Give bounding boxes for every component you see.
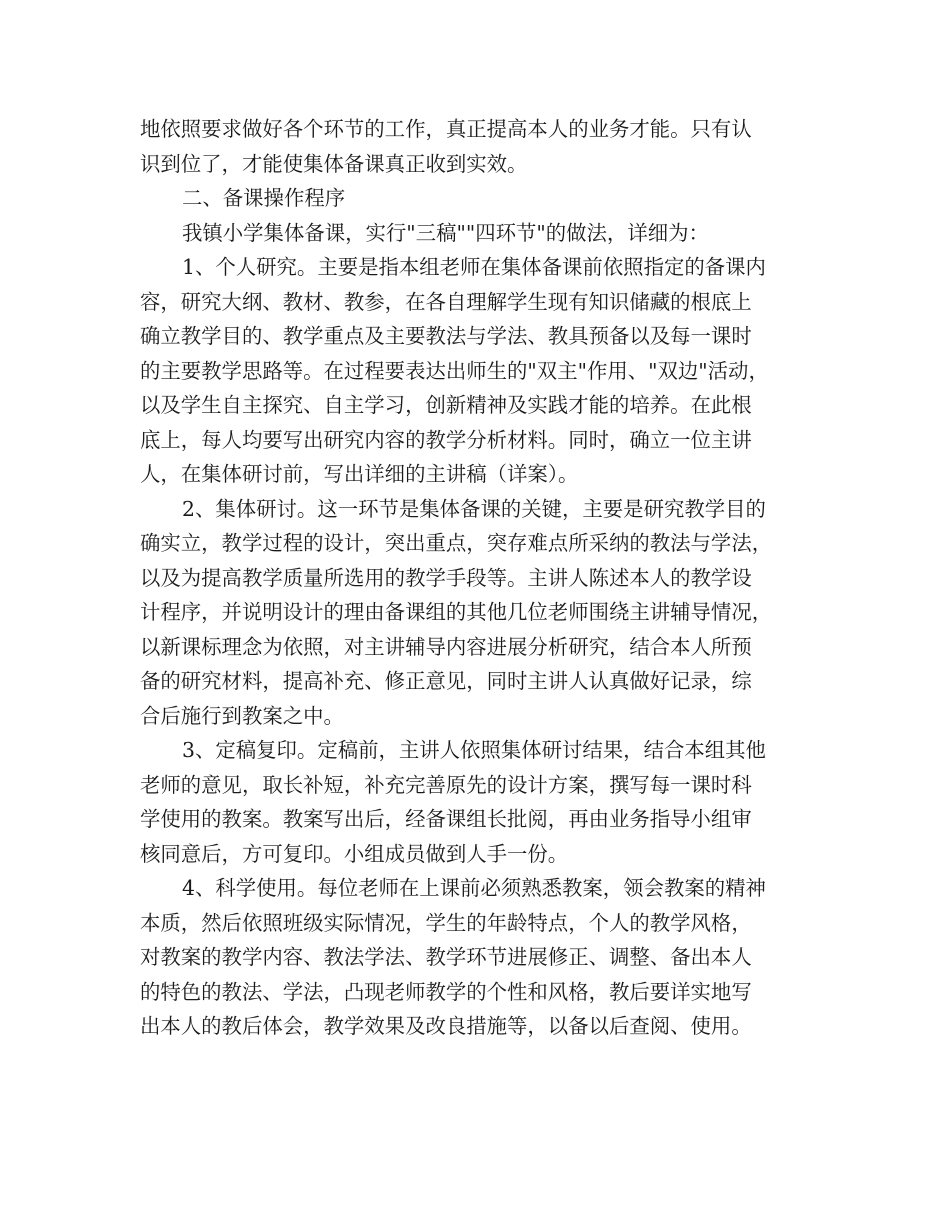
text-line: 地依照要求做好各个环节的工作，真正提高本人的业务才能。只有认 bbox=[140, 117, 752, 141]
text-line: 备的研究材料，提高补充、修正意见，同时主讲人认真做好记录，综 bbox=[140, 669, 752, 693]
text-line: 识到位了，才能使集体备课真正收到实效。 bbox=[140, 151, 528, 176]
text-line: 合后施行到教案之中。 bbox=[140, 703, 344, 728]
text-line: 1、个人研究。主要是指本组老师在集体备课前依照指定的备课内 bbox=[182, 255, 766, 279]
text-line: 核同意后，方可复印。小组成员做到人手一份。 bbox=[140, 841, 569, 866]
text-line: 2、集体研讨。这一环节是集体备课的关键，主要是研究教学目的 bbox=[182, 496, 766, 521]
text-line: 本质，然后依照班级实际情况，学生的年龄特点，个人的教学风格， bbox=[140, 910, 752, 935]
text-line: 以及学生自主探究、自主学习，创新精神及实践才能的培养。在此根 bbox=[140, 393, 752, 417]
text-line: 的特色的教法、学法，凸现老师教学的个性和风格，教后要详实地写 bbox=[140, 979, 752, 1004]
text-line: 老师的意见，取长补短，补充完善原先的设计方案，撰写每一课时科 bbox=[140, 772, 752, 797]
text-line: 4、科学使用。每位老师在上课前必须熟悉教案，领会教案的精神 bbox=[182, 876, 766, 900]
text-line: 以新课标理念为依照，对主讲辅导内容进展分析研究，结合本人所预 bbox=[140, 634, 752, 659]
text-line: 以及为提高教学质量所选用的教学手段等。主讲人陈述本人的教学设 bbox=[140, 565, 752, 590]
text-line: 我镇小学集体备课，实行"三稿""四环节"的做法，详细为： bbox=[182, 220, 709, 245]
text-line: 二、备课操作程序 bbox=[182, 186, 346, 210]
text-line: 对教案的教学内容、教法学法、教学环节进展修正、调整、备出本人 bbox=[140, 945, 752, 969]
text-line: 出本人的教后体会，教学效果及改良措施等，以备以后查阅、使用。 bbox=[140, 1014, 752, 1038]
text-line: 确实立，教学过程的设计，突出重点，突存难点所采纳的教法与学法， bbox=[140, 531, 773, 555]
text-line: 的主要教学思路等。在过程要表达出师生的"双主"作用、"双边"活动， bbox=[140, 358, 769, 383]
text-line: 容，研究大纲、教材、教参，在各自理解学生现有知识储藏的根底上 bbox=[140, 289, 752, 314]
text-line: 计程序，并说明设计的理由备课组的其他几位老师围绕主讲辅导情况， bbox=[140, 600, 773, 624]
text-line: 确立教学目的、教学重点及主要教法与学法、教具预备以及每一课时 bbox=[140, 324, 752, 348]
text-line: 人，在集体研讨前，写出详细的主讲稿（详案）。 bbox=[140, 462, 579, 486]
document-body bbox=[140, 112, 820, 1044]
text-line: 底上，每人均要写出研究内容的教学分析材料。同时，确立一位主讲 bbox=[140, 427, 752, 452]
text-line: 3、定稿复印。定稿前，主讲人依照集体研讨结果，结合本组其他 bbox=[182, 738, 766, 762]
text-line: 学使用的教案。教案写出后，经备课组长批阅，再由业务指导小组审 bbox=[140, 807, 752, 831]
